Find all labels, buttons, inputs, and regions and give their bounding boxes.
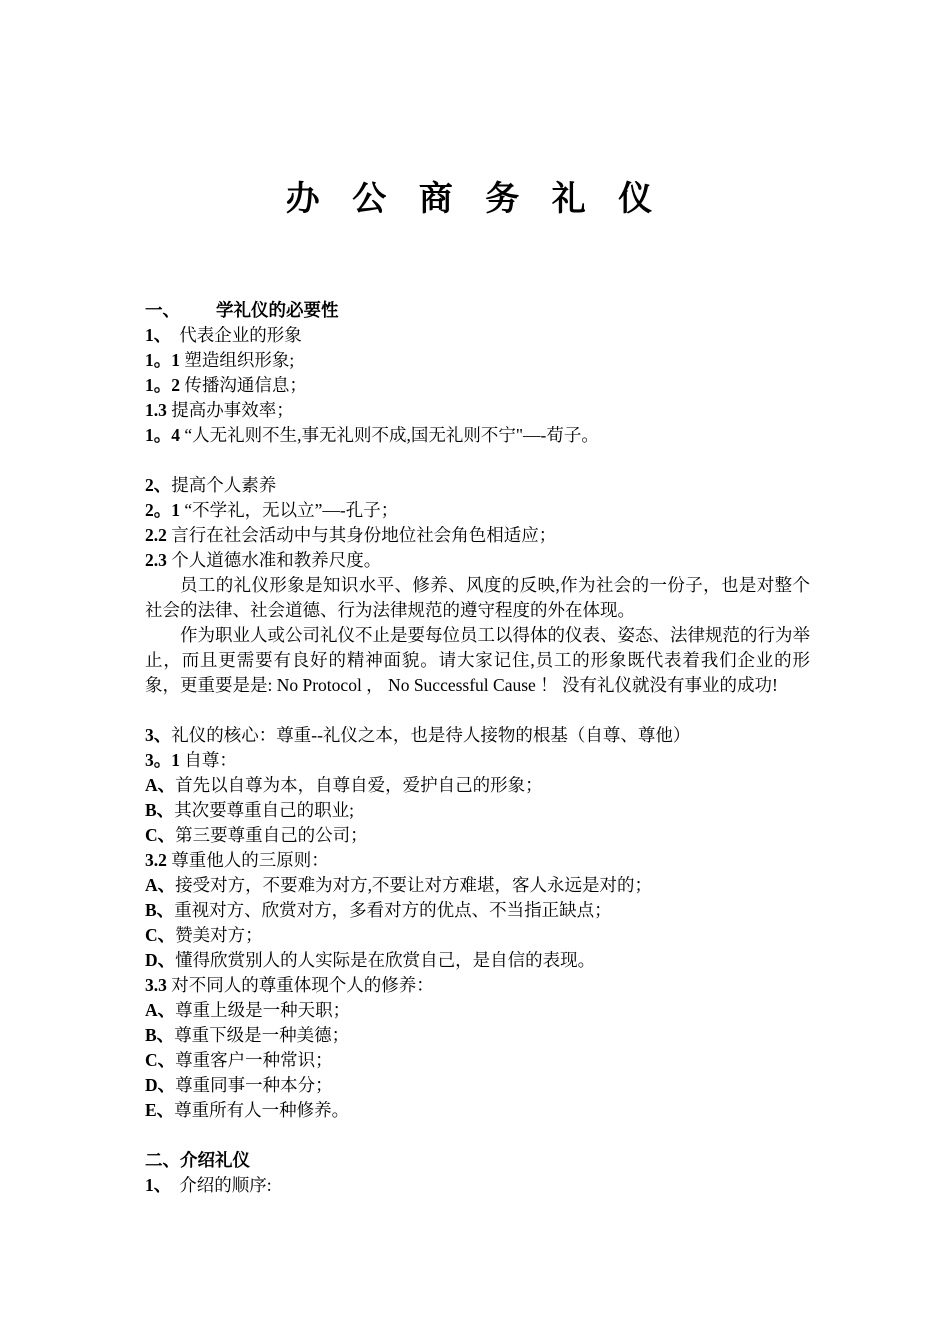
item-number: B、 (145, 1025, 175, 1045)
list-item (145, 798, 810, 823)
item-number: 1。4 (145, 425, 180, 445)
item-text: 第三要尊重自己的公司； (175, 825, 368, 845)
list-item (145, 398, 810, 423)
item-number: A、 (145, 775, 176, 795)
item-number: 1。1 (145, 350, 180, 370)
list-item (145, 823, 810, 848)
item-number: 3。1 (145, 750, 180, 770)
item-number: C、 (145, 1050, 176, 1070)
item-number: 2、 (145, 475, 172, 495)
item-text: 懂得欣赏别人的人实际是在欣赏自己，是自信的表现。 (175, 950, 596, 970)
item-text: 个人道德水准和教养尺度。 (171, 550, 382, 570)
item-number: 2.3 (145, 550, 167, 570)
item-number: A、 (145, 1000, 176, 1020)
list-item (145, 473, 810, 498)
item-text: 传播沟通信息； (184, 375, 307, 395)
item-text: 尊重客户一种常识； (175, 1050, 333, 1070)
section-heading: 二、介绍礼仪 (145, 1150, 250, 1170)
item-number: 1、 (145, 1175, 172, 1195)
item-text: 自尊： (184, 750, 237, 770)
item-text: 提高个人素养 (171, 475, 277, 495)
item-text: 其次要尊重自己的职业; (174, 800, 355, 820)
list-item (145, 948, 810, 973)
item-text: 介绍的顺序: (179, 1175, 272, 1195)
list-item (145, 1048, 810, 1073)
item-text: 尊重所有人一种修养。 (174, 1100, 350, 1120)
item-text: 重视对方、欣赏对方，多看对方的优点、不当指正缺点； (174, 900, 612, 920)
item-text: 尊重他人的三原则： (171, 850, 329, 870)
list-item (145, 498, 810, 523)
list-item (145, 523, 810, 548)
item-number: C、 (145, 925, 176, 945)
list-item (145, 748, 810, 773)
list-item (145, 548, 810, 573)
spacer (145, 698, 810, 723)
item-text: 言行在社会活动中与其身份地位社会角色相适应； (171, 525, 557, 545)
list-item (145, 723, 810, 748)
list-item (145, 898, 810, 923)
item-number: D、 (145, 1075, 176, 1095)
item-text: 尊重下级是一种美德； (174, 1025, 350, 1045)
item-text: “不学礼，无以立”—-孔子； (184, 500, 399, 520)
item-number: 1。2 (145, 375, 180, 395)
list-item (145, 1073, 810, 1098)
list-item (145, 923, 810, 948)
item-text: 尊重同事一种本分； (175, 1075, 333, 1095)
item-text: 代表企业的形象 (179, 325, 302, 345)
item-number: 2。1 (145, 500, 180, 520)
section-title: 学礼仪的必要性 (216, 300, 339, 320)
item-text: 尊重上级是一种天职； (175, 1000, 351, 1020)
item-number: A、 (145, 875, 176, 895)
item-text: 礼仪的核心：尊重--礼仪之本，也是待人接物的根基（自尊、尊他） (171, 725, 691, 745)
spacer (145, 1123, 810, 1148)
item-number: D、 (145, 950, 176, 970)
list-item (145, 323, 810, 348)
item-number: 1.3 (145, 400, 167, 420)
document-body (145, 298, 810, 1198)
section-heading (145, 298, 810, 323)
item-number: B、 (145, 800, 175, 820)
list-item (145, 1023, 810, 1048)
list-item (145, 348, 810, 373)
item-text: 提高办事效率； (171, 400, 294, 420)
item-number: E、 (145, 1100, 175, 1120)
paragraph: 员工的礼仪形象是知识水平、修养、风度的反映,作为社会的一份子，也是对整个社会的法律、社会道德、行为法律规范的遵守程度的外在体现。 (145, 575, 810, 620)
item-number: 1、 (145, 325, 172, 345)
paragraph: 作为职业人或公司礼仪不止是要每位员工以得体的仪表、姿态、法律规范的行为举止，而且更需要有良好的精神面貌。请大家记住,员工的形象既代表着我们企业的形象，更重要是是: No Protocol ， No Successful Cause ！ 没有礼仪就没有事业的成功! (145, 625, 810, 695)
spacer (145, 448, 810, 473)
item-number: 3、 (145, 725, 172, 745)
item-number: C、 (145, 825, 176, 845)
item-text: 对不同人的尊重体现个人的修养： (171, 975, 434, 995)
list-item (145, 1098, 810, 1123)
item-text: 首先以自尊为本，自尊自爱，爱护自己的形象； (175, 775, 543, 795)
document-title: 办 公 商 务 礼 仪 (285, 181, 665, 218)
item-text: 塑造组织形象; (184, 350, 295, 370)
item-number: 3.3 (145, 975, 167, 995)
item-number: 2.2 (145, 525, 167, 545)
item-text: 接受对方，不要难为对方,不要让对方难堪，客人永远是对的； (175, 875, 653, 895)
section-number: 一、 (145, 300, 180, 320)
item-number: B、 (145, 900, 175, 920)
list-item (145, 1173, 810, 1198)
item-text: “人无礼则不生,事无礼则不成,国无礼则不宁"—-荀子。 (184, 425, 599, 445)
list-item (145, 873, 810, 898)
item-text: 赞美对方； (175, 925, 263, 945)
list-item (145, 773, 810, 798)
list-item (145, 998, 810, 1023)
list-item (145, 973, 810, 998)
list-item (145, 423, 810, 448)
list-item (145, 848, 810, 873)
item-number: 3.2 (145, 850, 167, 870)
list-item (145, 373, 810, 398)
